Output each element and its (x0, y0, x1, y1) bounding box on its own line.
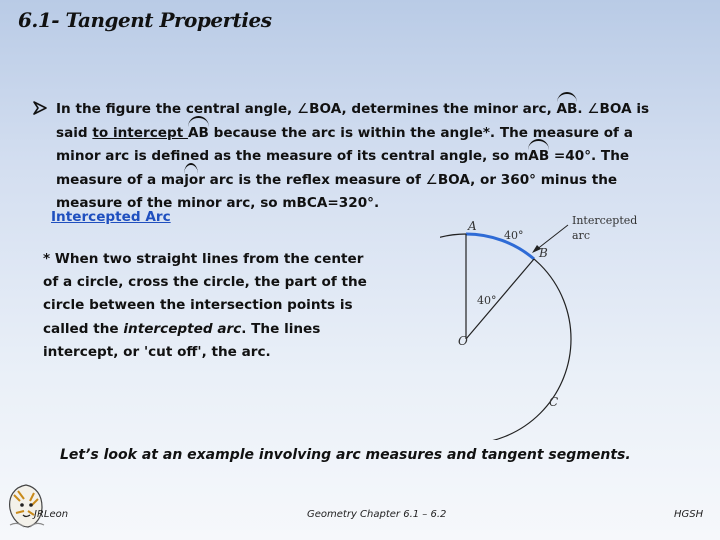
note-line-3: circle between the intersection points is (43, 297, 353, 314)
example-prompt: Let’s look at an example involving arc measures and tangent segments. (60, 447, 631, 463)
angle-icon: ∠ (425, 171, 438, 188)
paragraph-line-3: minor arc is defined as the measure of its central angle, so mAB =40°. The (56, 145, 676, 169)
angle-icon: ∠ (296, 101, 310, 117)
arc-notation: AB (528, 145, 549, 169)
callout-label-line-2: arc (572, 229, 590, 242)
callout-label-line-1: Intercepted (572, 214, 638, 227)
point-c-label: C (549, 395, 559, 409)
paragraph-line-2: said to intercept AB because the arc is within the angle*. The measure of a (56, 122, 676, 146)
arc-angle-label: 40° (504, 229, 524, 242)
note-line-5: intercept, or 'cut off', the arc. (43, 343, 271, 360)
note-line-2: of a circle, cross the circle, the part of the (43, 274, 367, 291)
arc-notation-text: BCA (296, 195, 328, 211)
point-o-label: O (458, 334, 468, 348)
intercepted-arc-link[interactable]: Intercepted Arc (51, 209, 171, 225)
arrow-bullet-icon (32, 100, 48, 116)
arc-notation: jo (184, 169, 198, 193)
footer-author: JRLeon (34, 509, 69, 520)
arc-notation: AB (557, 98, 578, 122)
tiger-logo-icon (4, 481, 48, 531)
paragraph-line-1: In the figure the central angle, ∠BOA, determines the minor arc, AB. ∠BOA is (56, 98, 676, 122)
footnote-paragraph (43, 248, 373, 364)
note-line-4: called the intercepted arc. The lines (43, 320, 321, 337)
paragraph-line-5: measure of the minor arc, so mBCA=320°. (56, 195, 380, 211)
paragraph-line-4: measure of a major arc is the reflex measure of ∠BOA, or 360° minus the (56, 169, 676, 193)
center-angle-label: 40° (477, 294, 497, 307)
circle-diagram (440, 200, 720, 440)
point-b-label: B (539, 246, 548, 260)
arc-notation: AB (188, 122, 209, 146)
footer-school: HGSH (674, 509, 704, 520)
intercept-underlined-text: to intercept (92, 124, 188, 141)
intercepted-arc (466, 234, 534, 259)
note-line-1: * When two straight lines from the center (43, 251, 364, 267)
point-a-label: A (468, 219, 477, 233)
definition-paragraph (56, 98, 676, 216)
slide-title: 6.1- Tangent Properties (18, 8, 272, 32)
angle-icon: ∠ (587, 101, 600, 117)
footer-course: Geometry Chapter 6.1 – 6.2 (307, 509, 447, 520)
